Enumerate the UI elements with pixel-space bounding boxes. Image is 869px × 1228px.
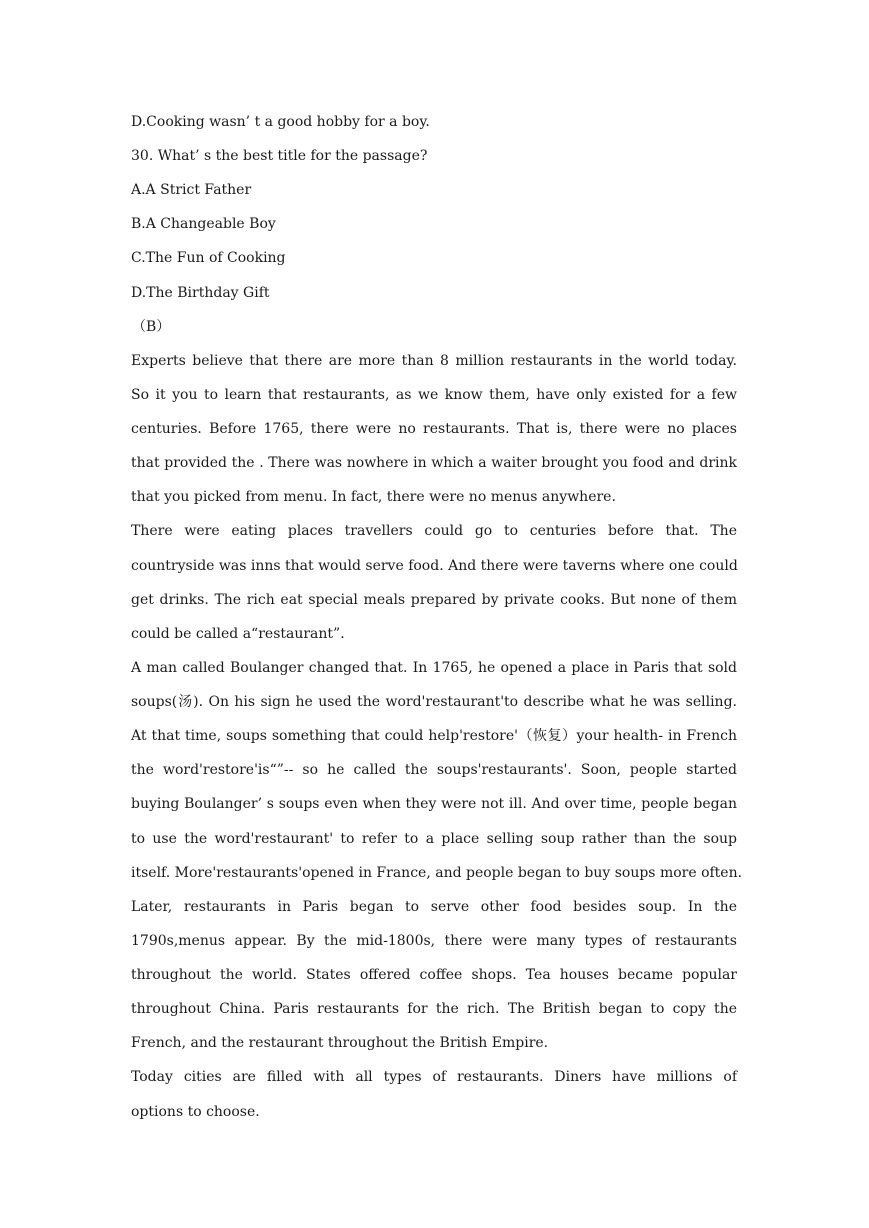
p5-line-1: Today cities are filled with all types of restaurants. Diners have millions of (131, 1069, 737, 1085)
p4-line-2: 1790s,menus appear. By the mid-1800s, there were many types of restaurants (131, 933, 737, 949)
p3-line-7: itself. More'restaurants'opened in France, and people began to buy soups more often. (131, 865, 743, 881)
p5-line-2: options to choose. (131, 1104, 260, 1120)
q29-option-d: D.Cooking wasn’ t a good hobby for a boy. (131, 114, 430, 130)
section-label-b: （B） (132, 319, 171, 335)
p3-line-1: A man called Boulanger changed that. In 1765, he opened a place in Paris that sold (131, 660, 737, 676)
p2-line-1: There were eating places travellers could go to centuries before that. The (131, 523, 737, 539)
p3-line-2: soups(汤). On his sign he used the word'restaurant'to describe what he was selling. (131, 694, 737, 710)
q30-option-b: B.A Changeable Boy (131, 216, 276, 232)
p1-line-4: that provided the . There was nowhere in which a waiter brought you food and drink (131, 455, 737, 471)
p1-line-3: centuries. Before 1765, there were no restaurants. That is, there were no places (131, 421, 737, 437)
q30-option-c: C.The Fun of Cooking (131, 250, 286, 266)
p4-line-3: throughout the world. States offered coffee shops. Tea houses became popular (131, 967, 737, 983)
p3-line-4: the word'restore'is“”-- so he called the soups'restaurants'. Soon, people started (131, 762, 737, 778)
p4-line-1: Later, restaurants in Paris began to serve other food besides soup. In the (131, 899, 737, 915)
p1-line-2: So it you to learn that restaurants, as we know them, have only existed for a few (131, 387, 737, 403)
p2-line-2: countryside was inns that would serve food. And there were taverns where one could (131, 558, 738, 574)
q30-question: 30. What’ s the best title for the passage? (131, 148, 428, 164)
p2-line-3: get drinks. The rich eat special meals prepared by private cooks. But none of them (131, 592, 737, 608)
p4-line-5: French, and the restaurant throughout the British Empire. (131, 1035, 549, 1051)
p3-line-3: At that time, soups something that could help'restore'（恢复）your health- in French (131, 728, 737, 744)
q30-option-d: D.The Birthday Gift (131, 285, 270, 301)
q30-option-a: A.A Strict Father (131, 182, 252, 198)
p3-line-5: buying Boulanger’ s soups even when they were not ill. And over time, people began (131, 796, 737, 812)
p1-line-1: Experts believe that there are more than 8 million restaurants in the world today. (131, 353, 737, 369)
p2-line-4: could be called a“restaurant”. (131, 626, 345, 642)
p4-line-4: throughout China. Paris restaurants for the rich. The British began to copy the (131, 1001, 737, 1017)
p1-line-5: that you picked from menu. In fact, there were no menus anywhere. (131, 489, 616, 505)
p3-line-6: to use the word'restaurant' to refer to a place selling soup rather than the soup (131, 831, 737, 847)
